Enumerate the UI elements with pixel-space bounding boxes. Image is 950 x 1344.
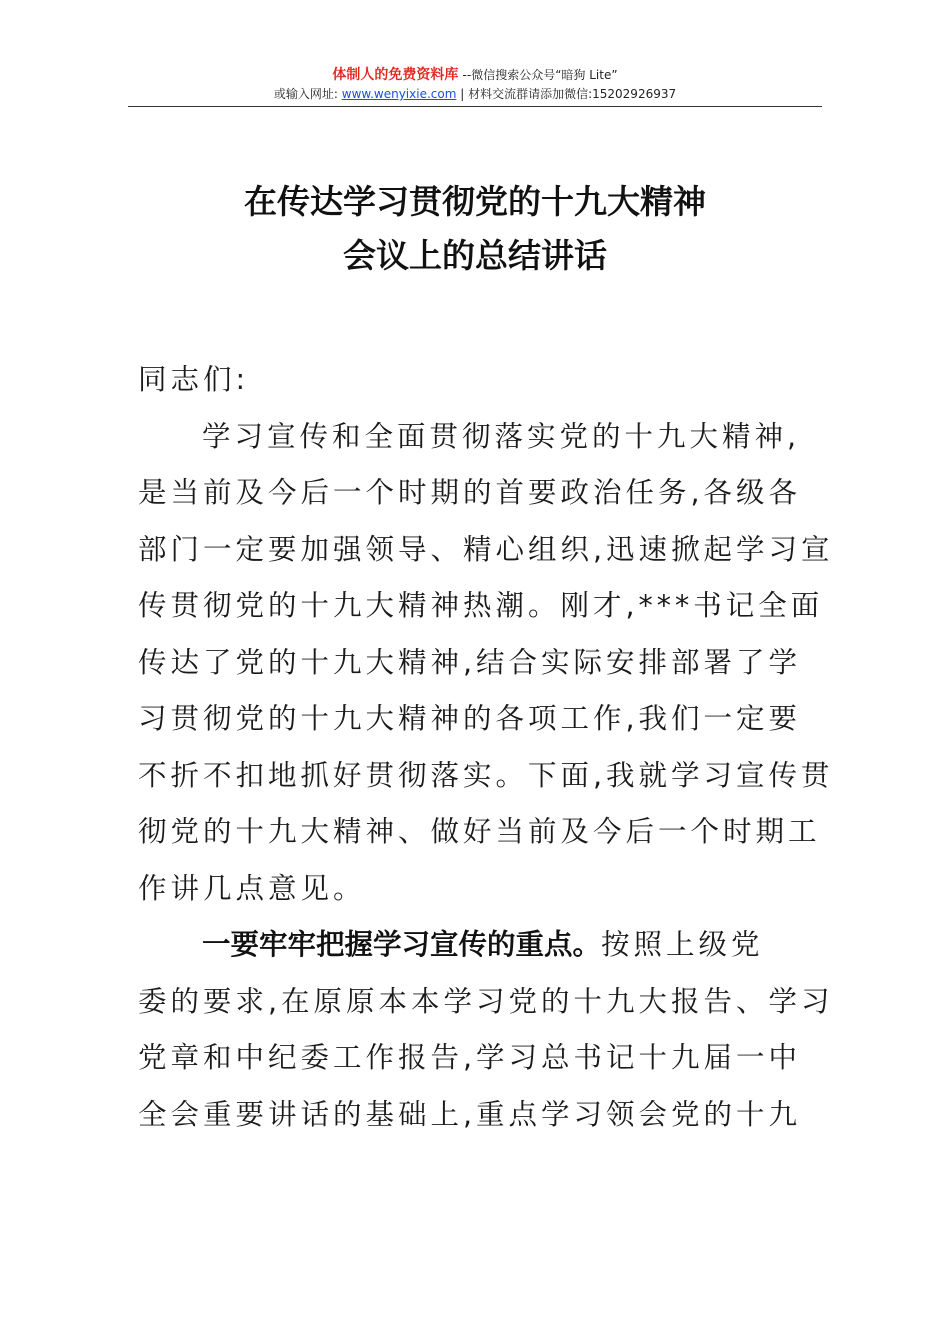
section-heading-line <box>138 917 818 974</box>
paragraph-line: 学习宣传和全面贯彻落实党的十九大精神, <box>202 419 801 453</box>
paragraph-line: 传达了党的十九大精神,结合实际安排部署了学 <box>138 645 802 679</box>
paragraph-line: 习贯彻党的十九大精神的各项工作,我们一定要 <box>138 702 802 735</box>
site-link[interactable]: www.wenyixie.com <box>341 87 457 101</box>
paragraph-line: 党章和中纪委工作报告,学习总书记十九届一中 <box>138 1041 802 1074</box>
paragraph-line: 委的要求,在原原本本学习党的十九大报告、学习 <box>138 984 834 1018</box>
header-contact-line <box>128 85 822 103</box>
paragraph-line: 传贯彻党的十九大精神热潮。刚才,***书记全面 <box>138 589 824 622</box>
brand-name: 体制人的免费资料库 <box>332 67 459 83</box>
paragraph-line: 部门一定要加强领导、精心组织,迅速掀起学习宣 <box>138 532 834 566</box>
section-heading: 一要牢牢把握学习宣传的重点。 <box>202 928 602 961</box>
title-line: 在传达学习贯彻党的十九大精神 <box>244 182 706 221</box>
brand-tagline: --微信搜索公众号“暗狗 Lite” <box>462 68 618 82</box>
section-text: 按照上级党 <box>601 928 764 961</box>
document-title <box>0 175 950 283</box>
paragraph-line: 彻党的十九大精神、做好当前及今后一个时期工 <box>138 815 821 848</box>
paragraph-line: 是当前及今后一个时期的首要政治任务,各级各 <box>138 476 802 509</box>
header-divider <box>128 106 822 107</box>
salutation: 同志们: <box>138 363 250 396</box>
header-brand-line <box>128 66 822 85</box>
title-line: 会议上的总结讲话 <box>343 236 607 275</box>
page-header <box>128 66 822 103</box>
url-prefix: 或输入网址: <box>273 87 338 101</box>
document-body <box>138 352 834 1143</box>
wechat-contact: | 材料交流群请添加微信:15202926937 <box>460 87 677 101</box>
paragraph-line: 全会重要讲话的基础上,重点学习领会党的十九 <box>138 1097 802 1131</box>
paragraph-line: 作讲几点意见。 <box>138 871 366 905</box>
paragraph-line: 不折不扣地抓好贯彻落实。下面,我就学习宣传贯 <box>138 758 834 792</box>
